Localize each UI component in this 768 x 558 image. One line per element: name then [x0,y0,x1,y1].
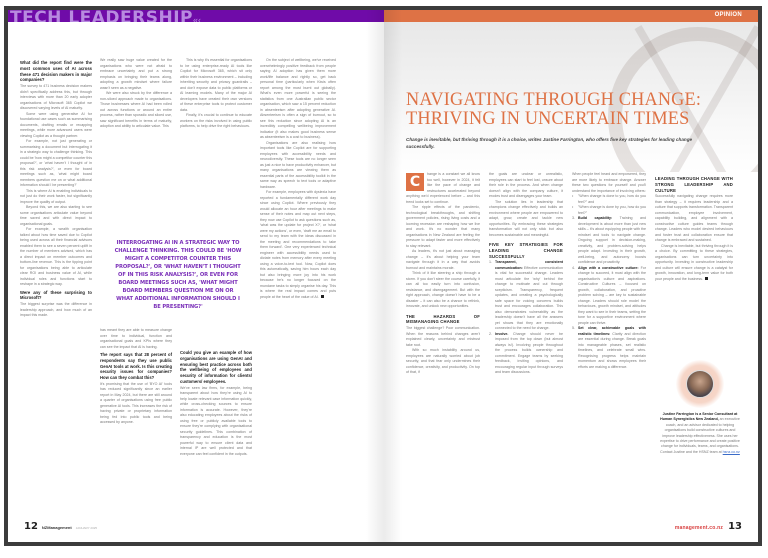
drop-cap: C [406,173,424,191]
section-heading: LEADING THROUGH CHANGE WITH STRONG LEADERSHIP AND CULTURE [655,176,733,193]
numbered-list [489,260,563,332]
bullet-list [572,205,646,216]
subheading: Could you give an example of how organisations are using GenAI and ensuring best practice across both the wellbeing of employees and security of information for clients/ customers/ employees. [180,350,252,384]
section-title: TECH LEADERSHIP [10,10,194,22]
author-bio-text: an executive coach, and an advisor dedicated to helping organisations build constructive cultures and improve leadership effectiveness. She uses her expertise to drive performance and create positive change for individuals, teams, and organisations. Contact Justine and the HSNZ team at [660,417,740,454]
issue-date: JANUARY 2025 [75,526,98,530]
paragraph: The solution lies in leadership that champions change effectively and builds an environment where people are empowered to adapt, grow, create and tackle new opportunities. By embracing these strategies transformation will not only stick but also becomes sustainable and meaningful. [489,199,563,237]
paragraph: Think of it like steering a ship through a storm. If you don't steer the course carefully, it can all too easily turn into confusion, resistance, and disengagement. But with the right approach, change doesn't have to be a disaster – it can also be a chance to rethink, innovate, and unlock new opportunities. [406,271,480,308]
numbered-list [489,332,563,376]
paragraph: Change is inevitable, but thriving through it is a choice. By committing to these strategies, organisations can turn uncertainty into opportunity. Investing in constructive leadership and culture will ensure change is a catalyst for growth, innovation, and long-term value for both your people and the business. [655,243,733,281]
author-bio [660,412,740,455]
page-footer-right [675,521,742,532]
numbered-item: 1. Transparent, consistent communication: Effective communication is vital for successful change. Leaders must articulate the 'why' behind the change to motivate and cut through scepticism. Transparency, frequent updates, and creating a psychologically safe space for voicing concerns builds trust and encourages collaboration. This also demonstrates vulnerability as the leadership doesn't have all the answers yet shows that they are emotionally connected to the need for change. [489,260,563,332]
paragraph: C hange is a constant we all know too well, however in 2024, it felt like the pace of change and restructures accelerated beyond anything we'd experienced before – and this trend looks set to continue. [406,172,480,204]
numbered-item: 5. Set clear, achievable goals with realistic timelines: Clarity and direction are essential during change. Break goals into manageable phases, set realistic timelines, and celebrate small wins. Recognising progress helps maintain momentum and shows employees their efforts are making a difference. [572,326,646,370]
paragraph: With so much instability around us, employees are naturally worried about job security, and that fear only undermines their confidence, creativity, and productivity. On top of that, if [406,348,480,375]
paragraph: We really saw huge value created for the organisations who were not afraid to embrace uncertainty and put a strong emphasis on bringing their teams along, adopting a growth mindset where failure wasn't seen as a negative. [100,58,172,90]
article-column-3 [572,172,646,370]
paragraph: As leaders, it's not just about managing change – it's about helping your team navigate through it in a way that avoids burnout and maintains morale. [406,249,480,270]
paragraph: It's promising that the use of 'BYO AI' tools has reduced significantly since an earlier report in May 2024, but there are still around a quarter of organisations using free public generative AI tools. This increases the risk of having private or proprietary information being fed into public tools and being accessed by anyone. [100,381,172,425]
headline-line-2: THRIVING IN UNCERTAIN TIMES [406,108,690,129]
subheading: Were any of these surprising to Microsoft? [20,289,92,301]
author-box [660,360,740,455]
standfirst: Change is inevitable, but thriving through it is a choice, writes Justine Farrington, who offers five key strategies for leading change successfully. [406,137,693,149]
author-link[interactable]: hsnz.co.nz [722,449,740,454]
article-headline [406,90,701,128]
headline-line-1: NAVIGATING THROUGH CHANGE: [406,89,702,110]
page-number: 12 [24,521,38,532]
paragraph: This is why it's essential for organisations to be using enterprise-ready AI tools like Copilot for Microsoft 365, which sit only within their business environment – including inheriting security and privacy guardrails – and don't expose data to public platforms or AI learning models. Many of the major AI developers have created their own versions of these enterprise tools to protect customer data. [180,58,252,112]
magazine-name: NZManagement [41,525,72,530]
page-footer-left [24,521,97,532]
article-column-3 [180,58,252,130]
end-mark-icon [705,277,708,280]
section-heading: FIVE KEY STRATEGIES FOR LEADING CHANGE SUCCESSFULLY [489,242,563,259]
section-heading: THE HAZARDS OF MISMANAGING CHANGE [406,313,480,325]
avatar [686,370,714,398]
page-number: 13 [728,521,742,532]
paragraph: The ripple effects of the pandemic, technological breakthroughs, and shifting government policies, rising living costs and a looming recession are reshaping how we live and work. It's no wonder that many organisations in New Zealand are feeling the pressure to adapt faster and more effectively to stay relevant. [406,205,480,248]
numbered-item: 3. Build capability: Training and development is about more than just new skills – it's about equipping people with the mindset and tools to navigate change. Ongoing support in decision-making, creativity, and problem-solving helps people adapt. Investing in their growth, well-being, and autonomy boosts confidence and proactivity. [572,216,646,266]
article-column-2 [489,172,563,376]
end-mark-icon [321,295,324,298]
paragraph: On the subject of wellbeing, we've received overwhelmingly positive feedback from people saying AI adoption has given them more work/life balance and rightly so, get back personal time (particularly when Kiwis often report among the most burnt out globally). What's even more powerful is seeing the statistics from one Australian public sector organisation, which saw a 15 percent reduction in absenteeism after adopting generative AI. Absenteeism is often a sign of burnout, so to see this reduction since adopting AI is an incredibly compelling wellbeing improvement indicator (it also makes good business sense as absenteeism is a cost to business). [260,58,336,139]
article-column-4 [655,172,733,282]
numbered-list [572,266,646,327]
left-page [8,10,384,542]
paragraph: Beyond this, we are also starting to see some organisations articulate value beyond time saved and with direct impact to organisational goals. [20,205,92,226]
paragraph: Finally, it's crucial to continue to educate workers on the risks involved in using public platforms, to help drive the right behaviours. [180,113,252,128]
numbered-item: 4. Align with a constructive culture: For change to succeed, it must align with the organisation's culture and aspirations. Constructive Cultures – focused on growth, collaboration, and proactive problem solving – are key to sustainable change. Leaders should role model the behaviours, growth mindset, and attitudes they want to see in their teams, setting the tone for a supportive environment where people can thrive. [572,266,646,327]
paragraph: Organisations are also realising how important tools like Copilot are for supporting employees with accessibility needs and neurodiversity. These tools are no longer seen as just a nice to have productivity enhancer, but many organisations are viewing them as essential parts of the accessibility toolkit in the same way as speech to text tools or adaptive hardware. [260,140,336,189]
bullet-item: • "When change is done to you, how do you feel?" and [572,194,646,205]
author-photo-splash [676,360,724,408]
article-column-1 [406,172,480,376]
website-url[interactable]: management.co.nz [674,525,724,531]
numbered-item: 2. Involve. Change should never be imposed from the top down (but almost always is!). Involving people throughout the process builds ownership and commitment. Engage teams by seeking feedback, inviting opinions, and encouraging regular input through surveys and team discussions. [489,332,563,376]
paragraph: The biggest challenge? Poor communication. When the reasons behind changes aren't explained clearly, uncertainty and mistrust take root. [406,326,480,347]
paragraph: For example, employees with dyslexia have reported a fundamentally different work day since using Copilot. Where previously they would allocate an hour after meetings to make sense of their notes and map out next steps, they now use Copilot to ask questions such as, 'what was the update for project X?', or 'what were my actions', or even, 'draft me an email to send to my team with the ideas discussed in the meeting and recommendations to take them forward'. One very experienced technical engineer with accessibility needs used to dictate notes from memory after every meeting using a voice-to-text tool. Now, Copilot does this automatically, saving him hours each day but also bringing more joy into his work because he's no longer focused on the mundane tasks to simply organise his day. This is where the real impact comes and puts people at the heart of the value of AI. [260,190,336,299]
paragraph: has meant they are able to measure change over time to individual, function and organisational goals and KPIs where they can see the impact that AI is having. [100,328,172,349]
paragraph: When people feel heard and empowered, they are more likely to embrace change. Answer these two questions for yourself and you'll understand the importance of involving others: [572,172,646,193]
paragraph: Some were using generative AI for foundational use cases such as summarising documents, drafting emails or recapping meetings, while more advanced users were viewing Copilot as a thought partner. [20,111,92,138]
paragraph: For example, not just generating or summarising a document but interrogating it in a strategic way to challenge thinking. This could be 'how might a competitor counter this proposal?', or 'what haven't I thought of in this risk analysis?', or even for board meetings such as, 'what might board members question me on or what additional information should I be presenting?' [20,139,92,188]
author-name-role: Justine Farrington is a Senior Consultant at Human Synergistics New Zealand, [660,412,738,422]
magazine-spread [4,6,762,546]
bullet-list [572,194,646,205]
section-header-bar [8,10,384,22]
numbered-list [572,326,646,370]
right-page [384,10,758,542]
numbered-list [572,216,646,266]
paragraph: Successfully navigating change requires more than strategy – it requires leadership and a culture that supports transformation. Transparent communication, employee involvement, capability building, and alignment with a constructive culture guides teams through change. Leaders who model desired behaviours and foster trust and collaboration ensure that change is embraced and sustained. [655,194,733,243]
paragraph: For example, a wealth organisation talked about how time saved due to Copilot being used across all their financial advisors enabled them to see a seven percent uplift in the number of members advised, which has a direct impact on member outcomes and bottom-line revenue. This is the tipping point for organisations being able to articulate clear ROI and business value of AI, while individual roles and functions start to reshape in a strategic way. [20,227,92,287]
paragraph: This is where AI is enabling individuals to not just do their work faster, but significantly improve the quality of output. [20,188,92,204]
article-column-2 [100,58,172,130]
section-header-bar [384,10,758,22]
paragraph: We were also struck by the difference a non-siloed approach made to organisations. Those businesses where AI had been rolled out across functions or around an entire process, rather than sporadic and siloed use, saw significant benefits in terms of maturity, adoption and ability to articulate value. This [100,91,172,128]
paragraph: The biggest surprise was the difference in leadership approach, and how much of an impact this made. [20,302,92,318]
chevron-left-icon: «‹ [193,15,202,22]
article-column-1 [20,58,92,319]
subheading: The report says that 28 percent of respondents say they use public GenAI tools at work. Is this creating security issues for companies? How can they combat this? [100,352,172,381]
pull-quote: INTERROGATING AI IN A STRATEGIC WAY TO CHALLENGE THINKING. THIS COULD BE 'HOW MIGHT A COMPETITOR COUNTER THIS PROPOSAL?', OR 'WHAT HAVEN'T I THOUGHT OF IN THIS RISK ANALYSIS?', OR EVEN FOR BOARD MEETINGS SUCH AS, 'WHAT MIGHT BOARD MEMBERS QUESTION ME ON OR WHAT ADDITIONAL INFORMATION SHOULD I BE PRESENTING?' [114,240,242,310]
paragraph: We've seen law firms, for example, being transparent about how they're using AI to help locate relevant case information quickly, while cross-checking sources to ensure information is accurate. However, they're also educating employees about the risks of using free or publicly available tools to ensure they're complying with organisational security guidelines. This combination of transparency and education is the most powerful way to ensure client data and internal IP are well protected and that everyone can feel confident in the outputs. [180,385,252,456]
bullet-item: • "When change is done by you, how do you feel?" [572,205,646,216]
paragraph: the goals are unclear or unrealistic, employees can start to feel lost, unsure about their role in the process. And when change doesn't align with the company culture, it erodes trust and disengages your team. [489,172,563,198]
article-column-2-lower [100,328,172,426]
paragraph: The survey to 471 business decision makers didn't specifically address this, but through interviews with more than 20 early adopter organisations of Microsoft 365 Copilot we discovered varying levels of AI maturity. [20,84,92,111]
article-column-3-lower [180,348,252,457]
section-label: OPINION [714,12,742,18]
subheading: What did the report find were the most common uses of AI across these 471 decision makers in major companies? [20,60,92,83]
article-column-4 [260,58,336,300]
